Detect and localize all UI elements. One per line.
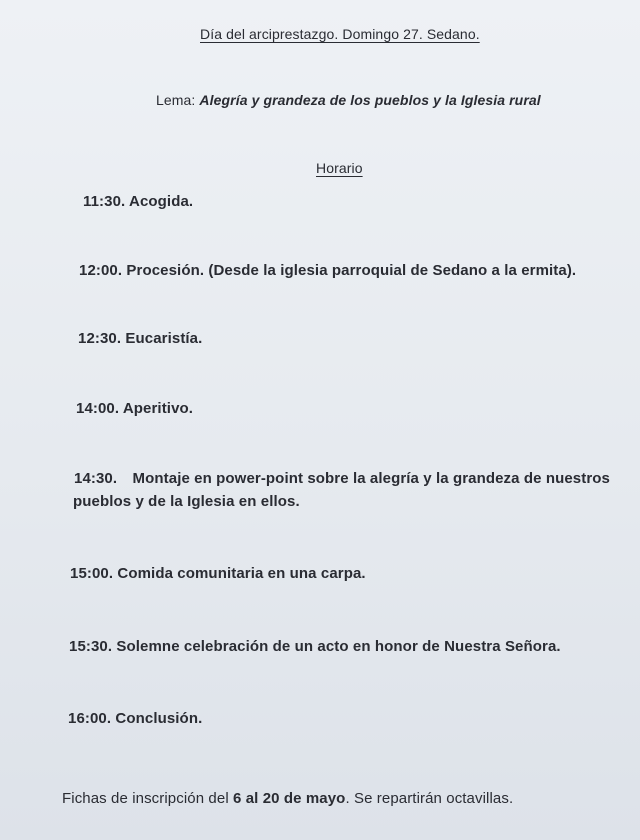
schedule-time: 16:00. [68, 710, 112, 727]
motto-line [156, 92, 541, 108]
schedule-item [70, 565, 366, 582]
schedule-item [78, 330, 202, 347]
schedule-text: Solemne celebración de un acto en honor de Nuestra Señora. [116, 638, 561, 655]
schedule-item-continuation [73, 493, 300, 510]
schedule-item [74, 470, 610, 487]
schedule-item [79, 262, 576, 279]
schedule-item [68, 710, 202, 727]
schedule-time: 15:00. [70, 565, 114, 582]
schedule-text: Procesión. (Desde la iglesia parroquial de Sedano a la ermita). [126, 262, 577, 279]
registration-prefix: Fichas de inscripción del [62, 790, 229, 807]
schedule-text: Aperitivo. [122, 400, 194, 417]
registration-note [62, 790, 513, 807]
registration-suffix: . Se repartirán octavillas. [345, 790, 514, 807]
schedule-text-line1: Montaje en power-point sobre la alegría y la grandeza de nuestros [132, 470, 610, 487]
schedule-text-line2: pueblos y de la Iglesia en ellos. [73, 493, 300, 510]
schedule-text: Conclusión. [115, 710, 203, 727]
schedule-time: 15:30. [69, 638, 113, 655]
schedule-item [76, 400, 193, 417]
schedule-time: 11:30. [83, 193, 126, 210]
schedule-time: 14:30. [74, 470, 118, 487]
schedule-text: Comida comunitaria en una carpa. [117, 565, 366, 582]
schedule-time: 12:00. [79, 262, 123, 279]
motto-text: Alegría y grandeza de los pueblos y la Iglesia rural [199, 92, 541, 108]
motto-label: Lema: [156, 92, 196, 108]
registration-dates: 6 al 20 de mayo [233, 790, 346, 807]
schedule-time: 14:00. [76, 400, 120, 417]
schedule-text: Acogida. [129, 193, 194, 210]
schedule-heading: Horario [316, 160, 363, 176]
schedule-text: Eucaristía. [125, 330, 203, 347]
schedule-time: 12:30. [78, 330, 122, 347]
schedule-item [83, 193, 193, 210]
schedule-item [69, 638, 561, 655]
document-title: Día del arciprestazgo. Domingo 27. Sedano. [200, 26, 480, 42]
